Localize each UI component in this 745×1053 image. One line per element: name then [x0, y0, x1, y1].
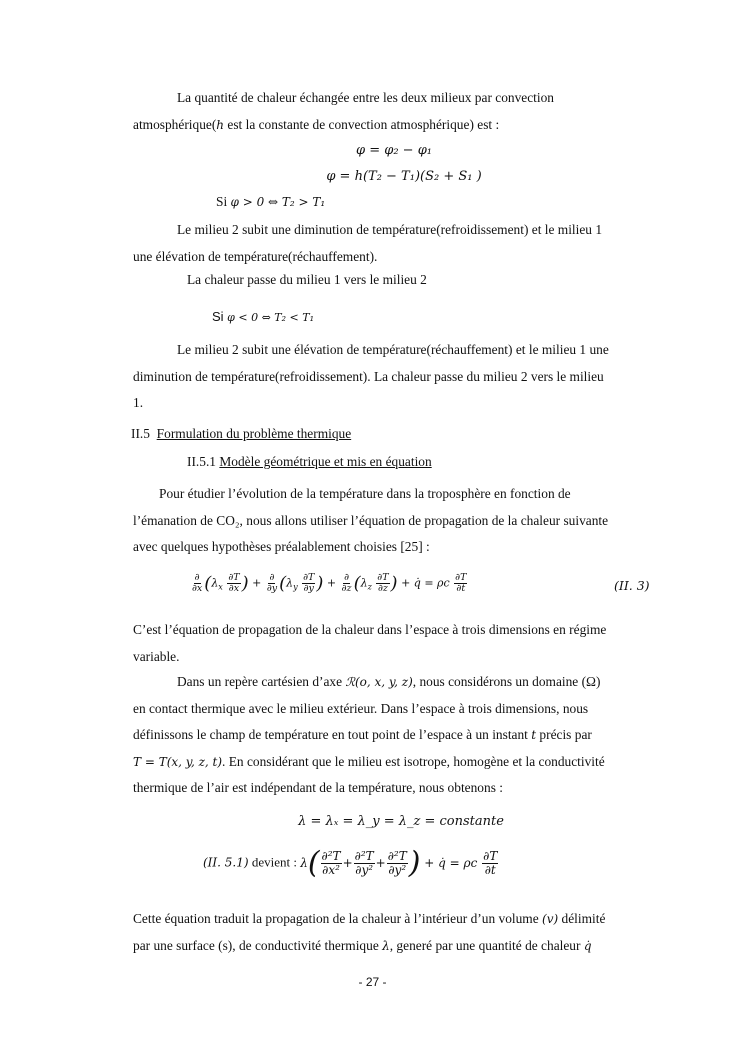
math-inline: λ [382, 938, 390, 953]
text-line: 1. [133, 395, 144, 410]
page-number: - 27 - [358, 975, 387, 989]
text-line: thermique de l’air est indépendant de la température, nous obtenons : [133, 780, 503, 795]
text-line: diminution de température(refroidissement). La chaleur passe du milieu 2 vers le milieu [133, 368, 604, 384]
text-line: précis par [536, 727, 592, 742]
section-heading [131, 426, 351, 442]
text-line: une élévation de température(réchauffement). [133, 248, 378, 264]
math-symbol-h: h [216, 117, 225, 132]
math-inline: t [531, 728, 537, 742]
equation-simplified: (II. 5.1) devient : λ( $\frac{\text{∂²T}}{\text{∂x²}}$ + $\frac{\text{∂²T}}{\text{∂y²}}$ + $\frac{\text{∂²T}}{\text{∂y²}}$ ) + q̇ = ρc $\frac{\partial T}{\partial t}$ [203, 845, 498, 880]
subsection-heading [187, 454, 432, 470]
condition-expression: φ > 0 ⇔ T₂ > T₁ [230, 195, 326, 209]
condition-si-label: Si [216, 194, 231, 209]
text-line: par une surface (s), de conductivité thermique [133, 937, 383, 953]
subsection-title: Modèle géométrique et mis en équation [219, 454, 432, 469]
equation-heat-propagation: $\frac{\partial}{\partial x}$ ($\lambda_x$ $\frac{\partial T}{\partial x}$ ) + $\frac{\partial}{\partial y}$ ($\lambda_y$ $\frac{\partial T}{\partial y}$ ) + $\frac{\partial}{\partial z}$ ($\lambda_z$ $\frac{\partial T}{\partial z}$ ) + q̇ = ρc $\frac{\partial T}{\partial t}$ [192, 572, 467, 594]
equation-lambda-constant: λ = λₓ = λ_y = λ_z = constante [298, 814, 504, 829]
text-line: . En considérant que le milieu est isotrope, homogène et la conductivité [222, 753, 605, 769]
equation-label: (II. 3) [614, 578, 650, 593]
condition-expression: φ < 0 ⇔ T₂ < T₁ [227, 311, 314, 324]
paragraph-convection-intro [133, 85, 655, 138]
text-line: C’est l’équation de propagation de la chaleur dans l’espace à trois dimensions en régime [133, 622, 607, 637]
text-line: variable. [133, 648, 180, 664]
paragraph-heat-direction-1 [187, 267, 657, 294]
paragraph-cartesian-domain [133, 669, 655, 802]
text-line: , nous considérons un domaine (Ω) [412, 674, 601, 689]
paragraph-milieu2-heating [133, 337, 655, 417]
text-line: est la constante de convection atmosphérique) est : [224, 116, 500, 132]
equation-devient-label: devient : [248, 854, 297, 870]
text-line: avec quelques hypothèses préalablement choisies [25] : [133, 539, 430, 554]
paragraph-study-intro [133, 481, 655, 561]
text-line: définissons le champ de température en tout point de l’espace à un instant [133, 727, 532, 742]
text-line: Le milieu 2 subit une élévation de température(réchauffement) et le milieu 1 une [177, 342, 609, 357]
text-line: l’émanation de CO₂, nous allons utiliser l’équation de propagation de la chaleur suivante [133, 512, 609, 528]
section-title: Formulation du problème thermique [156, 426, 352, 441]
paragraph-equation-description [133, 617, 655, 670]
condition-negative [212, 309, 314, 325]
text-line: Cette équation traduit la propagation de la chaleur à l’intérieur d’un volume [133, 911, 543, 926]
paragraph-volume-description [133, 906, 655, 959]
subsection-number: II.5.1 [187, 454, 217, 469]
equation-reference: (II. 5.1) [203, 855, 249, 870]
math-inline: ℛ(o, x, y, z) [345, 675, 413, 689]
paragraph-milieu2-cooling [133, 217, 655, 270]
text-line: La quantité de chaleur échangée entre les deux milieux par convection [177, 90, 554, 105]
math-inline: (v) [542, 912, 559, 926]
text-line: La chaleur passe du milieu 1 vers le milieu 2 [187, 272, 427, 287]
math-inline: q̇ [583, 938, 592, 953]
text-line: Pour étudier l’évolution de la température dans la troposphère en fonction de [159, 486, 571, 501]
equation-phi-convection: φ = h(T₂ − T₁)(S₂ + S₁ ) [326, 169, 482, 184]
text-line: atmosphérique( [133, 116, 217, 132]
equation-phi-difference: φ = φ₂ − φ₁ [355, 143, 433, 158]
text-line: , generé par une quantité de chaleur [389, 937, 584, 953]
text-line: en contact thermique avec le milieu extérieur. Dans l’espace à trois dimensions, nous [133, 700, 589, 716]
section-number: II.5 [131, 426, 150, 441]
condition-positive [216, 194, 325, 210]
text-line: Dans un repère cartésien d’axe [177, 674, 346, 689]
condition-si-label: Si [212, 309, 228, 324]
text-line: Le milieu 2 subit une diminution de température(refroidissement) et le milieu 1 [177, 222, 603, 237]
text-line: délimité [558, 911, 606, 926]
math-inline: T = T(x, y, z, t) [133, 754, 223, 769]
